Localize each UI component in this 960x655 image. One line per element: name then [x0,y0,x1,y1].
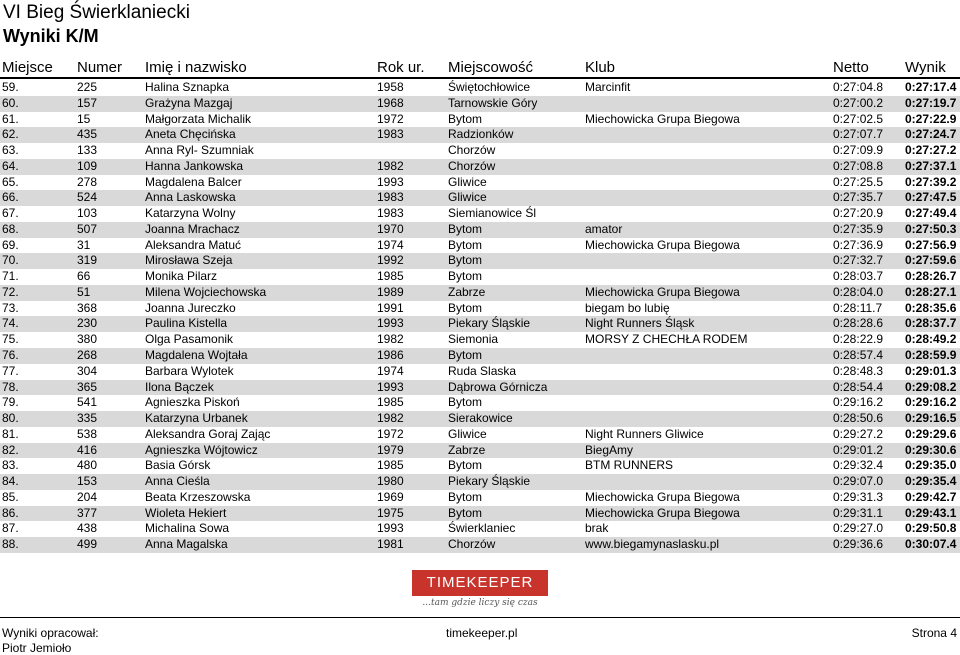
cell-place: 78. [2,379,19,394]
cell-netto: 0:27:25.5 [833,174,884,189]
cell-result: 0:27:50.3 [905,221,957,236]
cell-name: Wioleta Hekiert [145,505,227,520]
table-row [0,474,960,490]
cell-name: Paulina Kistella [145,316,228,331]
footer-website: timekeeper.pl [446,626,518,640]
cell-name: Monika Pilarz [145,269,218,284]
cell-result: 0:27:56.9 [905,237,957,252]
cell-birth-year: 1975 [377,505,404,520]
cell-club: Miechowicka Grupa Biegowa [585,111,740,126]
footer-page-number: Strona 4 [911,626,957,640]
cell-city: Bytom [448,111,483,126]
table-row [0,411,960,427]
cell-city: Siemianowice Śl [448,206,537,221]
cell-number: 109 [77,158,98,173]
cell-number: 204 [77,489,98,504]
cell-club: Night Runners Gliwice [585,426,704,441]
cell-number: 438 [77,521,98,536]
table-row [0,159,960,175]
cell-number: 133 [77,143,98,158]
cell-place: 85. [2,489,19,504]
cell-netto: 0:27:32.7 [833,253,884,268]
cell-birth-year: 1983 [377,206,404,221]
timekeeper-logo [412,570,548,614]
table-row [0,206,960,222]
cell-club: amator [585,221,623,236]
cell-result: 0:29:35.4 [905,474,957,489]
cell-place: 77. [2,363,19,378]
cell-result: 0:27:19.7 [905,95,957,110]
cell-birth-year: 1991 [377,300,404,315]
cell-name: Agnieszka Wójtowicz [145,442,258,457]
col-header-result: Wynik [905,59,946,76]
cell-place: 67. [2,206,19,221]
cell-number: 365 [77,379,98,394]
cell-place: 83. [2,458,19,473]
cell-birth-year: 1985 [377,269,404,284]
cell-city: Radzionków [448,127,514,142]
cell-place: 71. [2,269,19,284]
cell-place: 60. [2,95,19,110]
cell-result: 0:29:50.8 [905,521,957,536]
cell-birth-year: 1958 [377,80,404,94]
cell-number: 416 [77,442,98,457]
cell-name: Magdalena Wojtała [145,348,248,363]
cell-name: Anna Cieśla [145,474,210,489]
cell-city: Bytom [448,395,483,410]
cell-city: Bytom [448,269,483,284]
col-header-place: Miejsce [2,59,53,76]
logo-wordmark: TIMEKEEPER [412,570,548,596]
logo-tagline: ...tam gdzie liczy się czas [422,598,538,608]
cell-number: 157 [77,95,98,110]
cell-name: Anna Magalska [145,537,228,552]
cell-city: Bytom [448,505,483,520]
cell-result: 0:29:01.3 [905,363,957,378]
cell-club: BiegAmy [585,442,634,457]
cell-number: 51 [77,284,91,299]
cell-netto: 0:28:48.3 [833,363,884,378]
cell-name: Katarzyna Urbanek [145,411,248,426]
cell-place: 79. [2,395,19,410]
cell-name: Anna Ryl- Szumniak [145,143,254,158]
cell-number: 304 [77,363,98,378]
cell-city: Ruda Slaska [448,363,517,378]
cell-birth-year: 1979 [377,442,404,457]
cell-birth-year: 1989 [377,284,404,299]
cell-result: 0:29:30.6 [905,442,957,457]
cell-name: Grażyna Mazgaj [145,95,233,110]
col-header-club: Klub [585,59,616,76]
table-row [0,348,960,364]
table-header [0,58,960,78]
cell-netto: 0:28:03.7 [833,269,884,284]
cell-number: 541 [77,395,98,410]
cell-netto: 0:27:36.9 [833,237,884,252]
cell-birth-year: 1968 [377,95,404,110]
cell-club: Miechowicka Grupa Biegowa [585,505,740,520]
cell-result: 0:27:27.2 [905,143,957,158]
cell-birth-year: 1986 [377,348,404,363]
cell-club: www.biegamynaslasku.pl [585,537,720,552]
cell-netto: 0:28:22.9 [833,332,884,347]
cell-result: 0:29:42.7 [905,489,957,504]
table-row [0,222,960,238]
col-header-number: Numer [77,59,123,76]
cell-birth-year: 1993 [377,174,404,189]
cell-number: 380 [77,332,98,347]
cell-netto: 0:27:35.7 [833,190,884,205]
cell-place: 72. [2,284,19,299]
col-header-city: Miejscowość [448,59,534,76]
cell-birth-year: 1981 [377,537,404,552]
cell-city: Chorzów [448,158,496,173]
table-row [0,380,960,396]
cell-result: 0:29:16.5 [905,411,957,426]
cell-number: 15 [77,111,91,126]
cell-number: 103 [77,206,98,221]
table-row [0,537,960,553]
cell-city: Gliwice [448,426,487,441]
cell-birth-year: 1980 [377,474,404,489]
cell-place: 68. [2,221,19,236]
cell-place: 59. [2,80,19,94]
cell-number: 335 [77,411,98,426]
table-row [0,285,960,301]
cell-club: BTM RUNNERS [585,458,674,473]
cell-result: 0:27:39.2 [905,174,957,189]
cell-birth-year: 1972 [377,426,404,441]
cell-name: Milena Wojciechowska [145,284,267,299]
cell-city: Tarnowskie Góry [448,95,538,110]
cell-club: biegam bo lubię [585,300,670,315]
table-row [0,490,960,506]
cell-number: 538 [77,426,98,441]
cell-birth-year: 1993 [377,316,404,331]
cell-name: Aleksandra Matuć [145,237,242,252]
cell-number: 507 [77,221,98,236]
cell-city: Chorzów [448,537,496,552]
cell-place: 62. [2,127,19,142]
cell-name: Katarzyna Wolny [145,206,236,221]
cell-city: Bytom [448,300,483,315]
cell-netto: 0:27:04.8 [833,80,884,94]
col-header-name: Imię i nazwisko [145,59,247,76]
cell-city: Bytom [448,237,483,252]
cell-result: 0:28:35.6 [905,300,957,315]
cell-name: Aneta Chęcińska [145,127,236,142]
cell-place: 63. [2,143,19,158]
cell-city: Gliwice [448,174,487,189]
cell-name: Małgorzata Michalik [145,111,252,126]
cell-birth-year: 1970 [377,221,404,236]
cell-result: 0:27:22.9 [905,111,957,126]
cell-place: 88. [2,537,19,552]
cell-birth-year: 1974 [377,237,404,252]
table-row [0,316,960,332]
cell-club: Miechowicka Grupa Biegowa [585,237,740,252]
table-row [0,395,960,411]
cell-number: 66 [77,269,91,284]
cell-name: Halina Sznapka [145,80,230,94]
cell-netto: 0:29:01.2 [833,442,884,457]
cell-result: 0:28:59.9 [905,348,957,363]
cell-netto: 0:27:08.8 [833,158,884,173]
cell-city: Siemonia [448,332,499,347]
cell-name: Mirosława Szeja [145,253,233,268]
cell-number: 230 [77,316,98,331]
cell-place: 70. [2,253,19,268]
cell-city: Zabrze [448,442,486,457]
cell-city: Sierakowice [448,411,513,426]
footer-divider [0,617,960,618]
page-subtitle: Wyniki K/M [3,26,99,46]
cell-birth-year: 1993 [377,379,404,394]
cell-name: Magdalena Balcer [145,174,242,189]
cell-number: 499 [77,537,98,552]
results-table [0,80,960,553]
col-header-netto: Netto [833,59,869,76]
col-header-birth-year: Rok ur. [377,59,425,76]
cell-birth-year: 1972 [377,111,404,126]
cell-place: 66. [2,190,19,205]
cell-place: 73. [2,300,19,315]
cell-netto: 0:27:20.9 [833,206,884,221]
cell-number: 480 [77,458,98,473]
cell-netto: 0:29:36.6 [833,537,884,552]
cell-number: 368 [77,300,98,315]
table-row [0,127,960,143]
cell-netto: 0:27:07.7 [833,127,884,142]
cell-city: Świętochłowice [448,80,531,94]
table-row [0,143,960,159]
table-row [0,301,960,317]
cell-name: Hanna Jankowska [145,158,244,173]
cell-number: 268 [77,348,98,363]
table-row [0,443,960,459]
cell-birth-year: 1992 [377,253,404,268]
cell-netto: 0:29:31.3 [833,489,884,504]
cell-result: 0:29:16.2 [905,395,957,410]
cell-place: 82. [2,442,19,457]
table-row [0,175,960,191]
cell-birth-year: 1983 [377,190,404,205]
cell-city: Piekary Śląskie [448,316,531,331]
cell-netto: 0:29:32.4 [833,458,884,473]
page-title: VI Bieg Świerklaniecki [3,2,190,23]
table-row [0,458,960,474]
cell-city: Bytom [448,253,483,268]
cell-name: Agnieszka Piskoń [145,395,240,410]
table-row [0,506,960,522]
cell-name: Joanna Mrachacz [145,221,240,236]
cell-netto: 0:29:07.0 [833,474,884,489]
cell-name: Ilona Bączek [145,379,214,394]
cell-result: 0:28:37.7 [905,316,957,331]
cell-name: Michalina Sowa [145,521,230,536]
cell-number: 377 [77,505,98,520]
cell-place: 81. [2,426,19,441]
footer-prepared-name: Piotr Jemioło [2,641,72,655]
cell-birth-year: 1985 [377,395,404,410]
cell-name: Barbara Wylotek [145,363,234,378]
cell-place: 61. [2,111,19,126]
cell-netto: 0:27:00.2 [833,95,884,110]
cell-city: Bytom [448,489,483,504]
cell-result: 0:27:49.4 [905,206,957,221]
table-row [0,253,960,269]
cell-result: 0:29:29.6 [905,426,957,441]
table-row [0,112,960,128]
cell-result: 0:27:47.5 [905,190,957,205]
cell-birth-year: 1993 [377,521,404,536]
cell-result: 0:27:17.4 [905,80,957,94]
cell-result: 0:28:49.2 [905,332,957,347]
table-row [0,364,960,380]
cell-number: 31 [77,237,91,252]
cell-place: 64. [2,158,19,173]
cell-name: Aleksandra Goraj Zając [145,426,271,441]
footer-prepared-label: Wyniki opracował: [2,626,99,640]
cell-club: Miechowicka Grupa Biegowa [585,489,740,504]
table-row [0,96,960,112]
table-row [0,190,960,206]
cell-city: Gliwice [448,190,487,205]
cell-birth-year: 1983 [377,127,404,142]
cell-place: 75. [2,332,19,347]
cell-city: Bytom [448,458,483,473]
cell-city: Bytom [448,348,483,363]
cell-netto: 0:28:11.7 [833,300,883,315]
cell-name: Anna Laskowska [145,190,236,205]
cell-netto: 0:28:50.6 [833,411,884,426]
cell-number: 225 [77,80,98,94]
cell-city: Piekary Śląskie [448,474,531,489]
cell-number: 153 [77,474,98,489]
cell-name: Olga Pasamonik [145,332,234,347]
cell-number: 435 [77,127,98,142]
cell-result: 0:27:37.1 [905,158,957,173]
table-row [0,238,960,254]
cell-club: Marcinfit [585,80,631,94]
cell-result: 0:29:35.0 [905,458,957,473]
cell-club: Miechowicka Grupa Biegowa [585,284,740,299]
cell-place: 80. [2,411,19,426]
cell-name: Beata Krzeszowska [145,489,251,504]
header-divider [0,77,960,79]
cell-place: 74. [2,316,19,331]
cell-number: 524 [77,190,98,205]
cell-number: 319 [77,253,98,268]
cell-netto: 0:29:31.1 [833,505,884,520]
cell-birth-year: 1974 [377,363,404,378]
cell-result: 0:27:24.7 [905,127,957,142]
cell-netto: 0:28:04.0 [833,284,884,299]
cell-place: 84. [2,474,19,489]
cell-number: 278 [77,174,98,189]
cell-name: Joanna Jureczko [145,300,236,315]
cell-club: brak [585,521,609,536]
cell-place: 69. [2,237,19,252]
cell-netto: 0:28:28.6 [833,316,884,331]
cell-place: 76. [2,348,19,363]
table-row [0,332,960,348]
cell-place: 87. [2,521,19,536]
cell-netto: 0:28:57.4 [833,348,884,363]
cell-club: MORSY Z CHECHŁA RODEM [585,332,748,347]
cell-city: Świerklaniec [448,521,516,536]
cell-city: Zabrze [448,284,486,299]
cell-birth-year: 1969 [377,489,404,504]
cell-netto: 0:27:35.9 [833,221,884,236]
cell-netto: 0:29:27.0 [833,521,884,536]
cell-city: Chorzów [448,143,496,158]
cell-birth-year: 1982 [377,158,404,173]
cell-birth-year: 1982 [377,332,404,347]
cell-city: Bytom [448,221,483,236]
cell-result: 0:30:07.4 [905,537,957,552]
table-row [0,427,960,443]
cell-result: 0:29:43.1 [905,505,957,520]
table-row [0,80,960,96]
cell-result: 0:29:08.2 [905,379,957,394]
table-row [0,269,960,285]
cell-birth-year: 1982 [377,411,404,426]
cell-birth-year: 1985 [377,458,404,473]
cell-result: 0:28:27.1 [905,284,957,299]
table-row [0,521,960,537]
cell-netto: 0:27:02.5 [833,111,884,126]
cell-place: 86. [2,505,19,520]
cell-netto: 0:29:27.2 [833,426,884,441]
cell-club: Night Runners Śląsk [585,316,695,331]
cell-place: 65. [2,174,19,189]
cell-name: Basia Górsk [145,458,211,473]
cell-result: 0:28:26.7 [905,269,957,284]
cell-result: 0:27:59.6 [905,253,957,268]
cell-netto: 0:28:54.4 [833,379,884,394]
cell-netto: 0:27:09.9 [833,143,884,158]
cell-netto: 0:29:16.2 [833,395,884,410]
cell-city: Dąbrowa Górnicza [448,379,548,394]
